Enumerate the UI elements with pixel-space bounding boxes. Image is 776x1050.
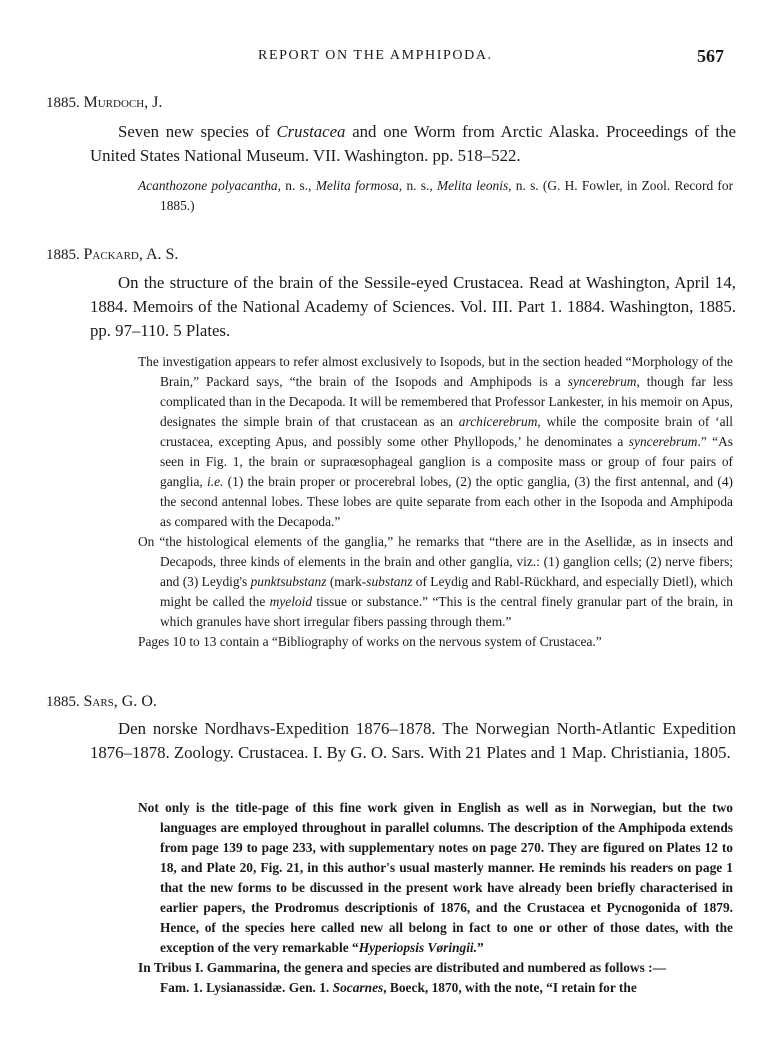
entry-note: On “the histological elements of the ganglia,” he remarks that “there are in the Asellidæ, as in insects and Decapods, three kinds of elements in the brain and other ganglia, viz.: (1) ganglion cells; (2) nerve fibers; and (3) Leydig's punktsubstanz (mark-substanz of Leydig and Rabl-Rückhard, and especially Dietl), which might be called the myeloid tissue or substance.” “This is the central finely granular part of the brain, in which granules have short irregular fibers passing through them.” xyxy=(138,534,734,629)
entry-author: Packard, A. S. xyxy=(83,246,179,263)
entry-note: Acanthozone polyacantha, n. s., Melita formosa, n. s., Melita leonis, n. s. (G. H. Fowler, in Zool. Record for 1885.) xyxy=(138,178,734,213)
entry-note: Pages 10 to 13 contain a “Bibliography of works on the nervous system of Crustacea.” xyxy=(138,634,602,649)
running-head xyxy=(0,46,776,70)
entry-title: Seven new species of Crustacea and one Worm from Arctic Alaska. Proceedings of the United States National Museum. VII. Washington. pp. 518–522. xyxy=(90,122,736,165)
entry-note: Fam. 1. Lysianassidæ. Gen. 1. Socarnes, Boeck, 1870, with the note, “I retain for the xyxy=(160,980,637,995)
entry-author: Sars, G. O. xyxy=(83,693,157,710)
entry-notes xyxy=(138,352,733,652)
entry-title: Den norske Nordhavs-Expedition 1876–1878. The Norwegian North-Atlantic Expedition 1876–1878. Zoology. Crustacea. I. By G. O. Sars. With 21 Plates and 1 Map. Christiania, 1805. xyxy=(90,719,736,762)
page-number: 567 xyxy=(697,46,724,66)
entry-notes xyxy=(138,176,733,216)
running-head-title: REPORT ON THE AMPHIPODA. xyxy=(258,48,493,63)
entry-heading xyxy=(46,94,162,112)
entry-note: In Tribus I. Gammarina, the genera and species are distributed and numbered as follows :— xyxy=(138,960,666,975)
entry-title: On the structure of the brain of the Sessile-eyed Crustacea. Read at Washington, April 14, 1884. Memoirs of the National Academy of Sciences. Vol. III. Part 1. 1884. Washington, 1885. pp. 97–110. 5 Plates. xyxy=(90,273,736,340)
entry-author: Murdoch, J. xyxy=(83,94,163,111)
entry-year: 1885. xyxy=(46,694,80,710)
entry-heading xyxy=(46,693,157,711)
entry-year: 1885. xyxy=(46,95,80,111)
entry-note: Not only is the title-page of this fine work given in English as well as in Norwegian, but the two languages are employed throughout in parallel columns. The description of the Amphipoda extends from page 139 to page 233, with supplementary notes on page 270. They are figured on Plates 12 to 18, and Plate 20, Fig. 21, in this author's usual masterly manner. He reminds his readers on page 1 that the new forms to be discussed in the present work have already been briefly characterised in earlier papers, the Prodromus descriptionis of 1876, and the Crustacea et Pycnogonida of 1879. Hence, of the species here called new all belong in fact to one or other of those dates, with the exception of the very remarkable “Hyperiopsis Vøringii.” xyxy=(138,800,733,955)
entry-year: 1885. xyxy=(46,247,80,263)
entry-notes xyxy=(138,798,733,998)
entry-note: The investigation appears to refer almost exclusively to Isopods, but in the section headed “Morphology of the Brain,” Packard says, “the brain of the Isopods and Amphipods is a syncerebrum, though far less complicated than in the Decapoda. It will be remembered that Professor Lankester, in his memoir on Apus, designates the simple brain of that crustacean as an archicerebrum, while the composite brain of ‘all crustacea, excepting Apus, and possibly some other Phyllopods,’ he denominates a syncerebrum.” “As seen in Fig. 1, the brain or supraœsophageal ganglion is a composite mass or group of four pairs of ganglia, i.e. (1) the brain proper or procerebral lobes, (2) the optic ganglia, (3) the first antennal, and (4) the second antennal lobes. These lobes are quite separate from each other in the Isopoda and Amphipoda as compared with the Decapoda.” xyxy=(138,354,734,529)
entry-heading xyxy=(46,246,178,264)
